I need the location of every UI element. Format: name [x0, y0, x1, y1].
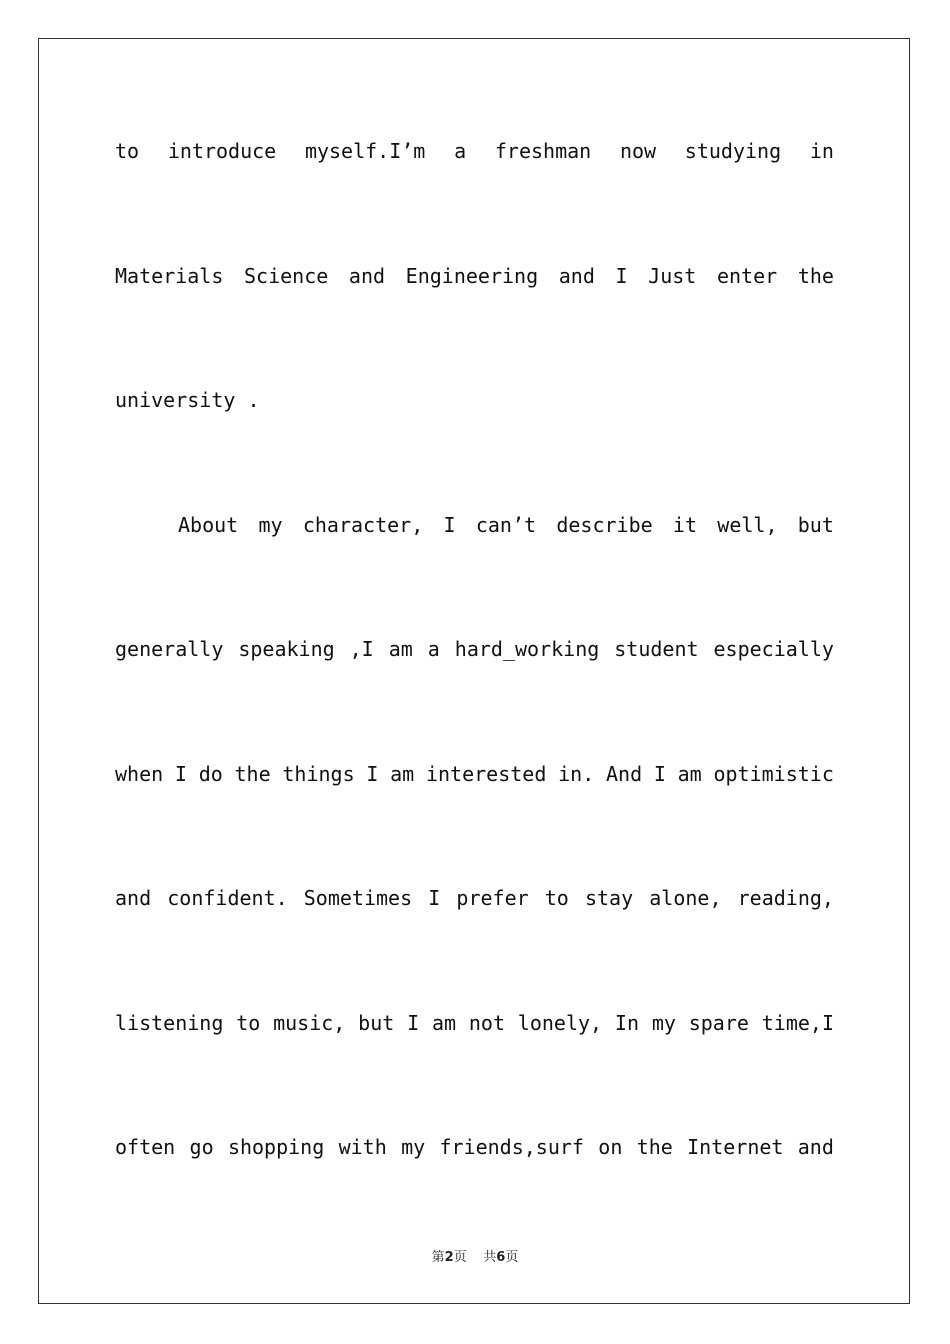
- footer-total-unit: 页: [505, 1250, 519, 1265]
- word: Internet: [687, 1135, 784, 1159]
- word: hard_working: [454, 637, 600, 661]
- word: In: [614, 1011, 639, 1035]
- word: and: [348, 264, 386, 288]
- word: About: [178, 513, 239, 537]
- word: lonely,: [517, 1011, 603, 1035]
- word: do: [198, 762, 223, 786]
- word: Just: [648, 264, 697, 288]
- word: in.: [558, 762, 595, 786]
- word: stay: [584, 886, 634, 910]
- word: prefer: [456, 886, 529, 910]
- text-line: [115, 385, 834, 415]
- word: not: [468, 1011, 505, 1035]
- word: and: [558, 264, 595, 288]
- word: And: [605, 762, 643, 786]
- word: describe: [556, 513, 653, 537]
- text-line: [115, 883, 834, 913]
- word: interested: [425, 762, 547, 786]
- word: go: [189, 1135, 214, 1159]
- word: listening: [115, 1011, 224, 1035]
- word: I: [428, 886, 441, 910]
- word: it: [672, 513, 698, 537]
- word: myself.I’m: [304, 139, 426, 163]
- word: student: [614, 637, 699, 661]
- word: character,: [302, 513, 424, 537]
- word: ,I: [349, 637, 374, 661]
- word: I: [174, 762, 187, 786]
- word: Materials: [115, 264, 224, 288]
- word: alone,: [649, 886, 722, 910]
- word: on: [598, 1135, 623, 1159]
- word: with: [338, 1135, 387, 1159]
- footer-page-unit: 页: [453, 1250, 467, 1265]
- text-line: [115, 1008, 834, 1038]
- word: music,: [273, 1011, 346, 1035]
- word: things: [282, 762, 355, 786]
- word: am: [390, 762, 415, 786]
- text-line: [115, 136, 834, 166]
- footer-total-pages: 6: [496, 1250, 506, 1265]
- word: shopping: [227, 1135, 325, 1159]
- word: can’t: [475, 513, 537, 537]
- word: to: [115, 139, 140, 163]
- word: and: [115, 886, 152, 910]
- word: enter: [716, 264, 778, 288]
- footer-total-prefix: 共: [483, 1250, 497, 1265]
- word: the: [797, 264, 834, 288]
- word: my: [401, 1135, 426, 1159]
- word: to: [236, 1011, 261, 1035]
- word: the: [636, 1135, 673, 1159]
- word: friends,surf: [439, 1135, 584, 1159]
- page-frame: [38, 38, 910, 1304]
- word: spare: [688, 1011, 749, 1035]
- word: and: [797, 1135, 834, 1159]
- word: my: [651, 1011, 676, 1035]
- footer-prefix: 第: [431, 1250, 445, 1265]
- word: I: [443, 513, 456, 537]
- word: but: [358, 1011, 395, 1035]
- word: often: [115, 1135, 176, 1159]
- word: to: [544, 886, 569, 910]
- text-line: [115, 261, 834, 291]
- word: generally: [115, 637, 224, 661]
- word: speaking: [238, 637, 335, 661]
- word: am: [677, 762, 702, 786]
- text-line: [115, 1132, 834, 1162]
- word: introduce: [167, 139, 277, 163]
- word: Sometimes: [303, 886, 413, 910]
- word: am: [388, 637, 413, 661]
- word: Engineering: [405, 264, 539, 288]
- text-line: [178, 510, 834, 540]
- line-text: university .: [115, 388, 260, 412]
- word: reading,: [737, 886, 834, 910]
- word: I: [653, 762, 666, 786]
- word: especially: [713, 637, 834, 661]
- word: confident.: [167, 886, 288, 910]
- word: Science: [244, 264, 329, 288]
- word: am: [431, 1011, 457, 1035]
- word: when: [115, 762, 164, 786]
- word: optimistic: [713, 762, 834, 786]
- word: I: [615, 264, 628, 288]
- word: studying: [684, 139, 782, 163]
- word: in: [809, 139, 834, 163]
- word: I: [407, 1011, 420, 1035]
- word: the: [234, 762, 271, 786]
- word: a: [427, 637, 440, 661]
- word: but: [797, 513, 834, 537]
- word: a: [454, 139, 467, 163]
- word: well,: [717, 513, 778, 537]
- word: I: [366, 762, 379, 786]
- page-footer: [0, 1246, 950, 1265]
- word: now: [619, 139, 657, 163]
- word: my: [258, 513, 283, 537]
- footer-current-page: 2: [444, 1250, 454, 1265]
- text-line: [115, 634, 834, 664]
- word: freshman: [494, 139, 592, 163]
- word: time,I: [761, 1011, 834, 1035]
- text-line: [115, 759, 834, 789]
